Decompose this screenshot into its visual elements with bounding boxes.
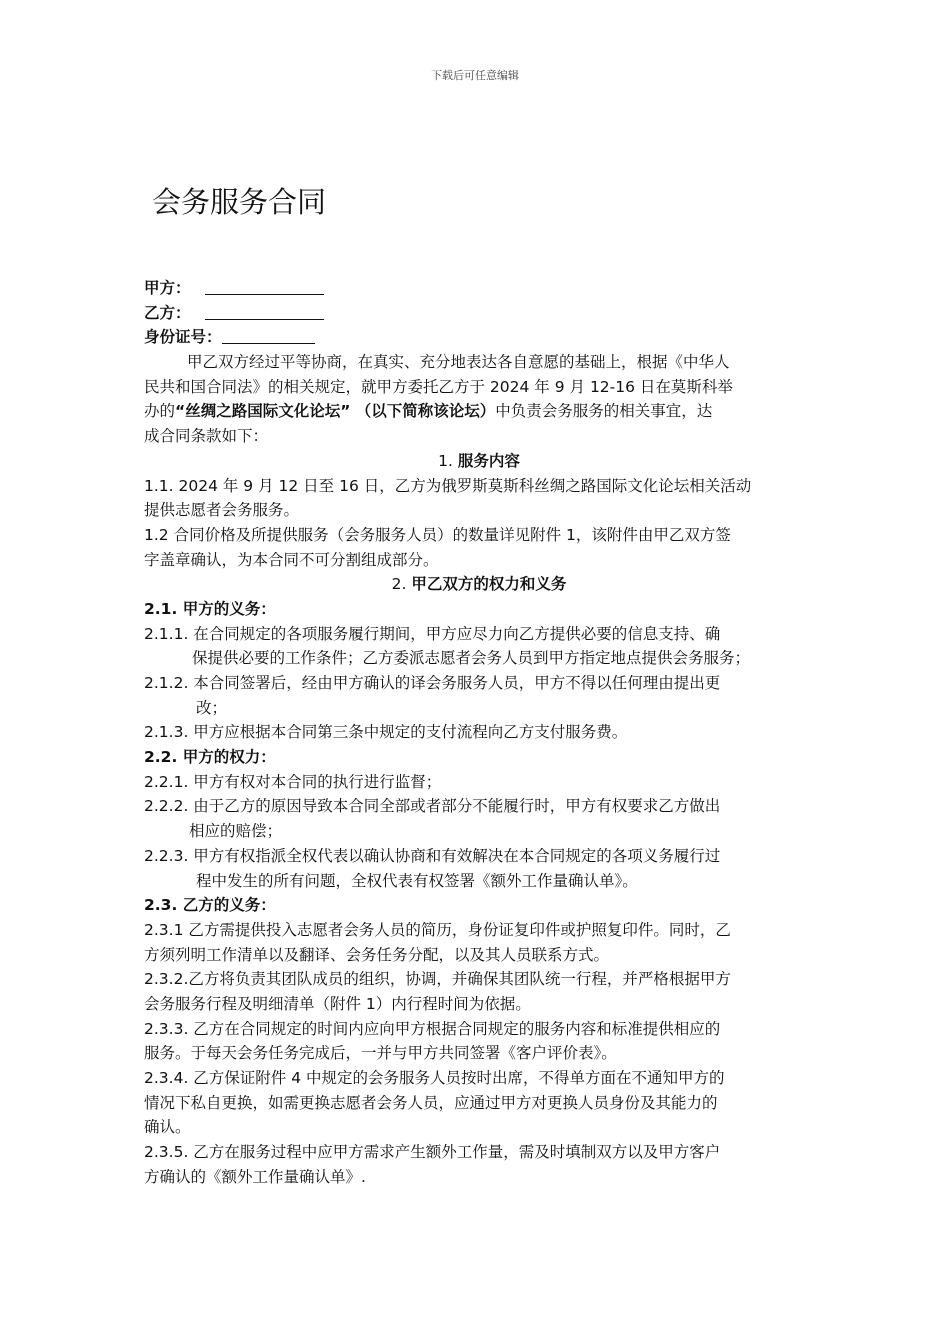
party-a-line [144, 276, 814, 301]
clause-line: 1.2 合同价格及所提供服务（会务服务人员）的数量详见附件 1，该附件由甲乙双方签 [144, 525, 731, 544]
clause-line: 会务服务行程及明细清单（附件 1）内行程时间为依据。 [144, 994, 531, 1013]
clause-line: 2.3.5. 乙方在服务过程中应甲方需求产生额外工作量，需及时填制双方以及甲方客户 [144, 1143, 721, 1162]
clause-line: 确认。 [144, 1118, 191, 1137]
clause-line: 2.2.3. 甲方有权指派全权代表以确认协商和有效解决在本合同规定的各项义务履行过 [144, 846, 721, 865]
clause-line: 提供志愿者会务服务。 [144, 501, 300, 520]
intro-line: 民共和国合同法》的相关规定，就甲方委托乙方于 2024 年 9 月 12-16 日在莫斯科举 [144, 377, 733, 396]
clause-line: 2.1.2. 本合同签署后，经由甲方确认的译会务服务人员，甲方不得以任何理由提出更 [144, 674, 721, 692]
clause-line: 2.2.2. 由于乙方的原因导致本合同全部或者部分不能履行时，甲方有权要求乙方做出 [144, 797, 721, 816]
forum-name: “丝绸之路国际文化论坛” （以下简称该论坛） [175, 402, 496, 421]
intro-line: 成合同条款如下： [144, 427, 269, 446]
clause-line: 2.3.2.乙方将负责其团队成员的组织，协调，并确保其团队统一行程，并严格根据甲方 [144, 970, 731, 989]
clause-line: 相应的赔偿； [189, 822, 283, 841]
id-blank [222, 327, 315, 344]
intro-text: 中负责会务服务的相关事宜，达 [495, 402, 713, 421]
party-b-line [144, 301, 814, 326]
clause-line: 程中发生的所有问题，全权代表有权签署《额外工作量确认单》。 [196, 871, 638, 890]
clause-line: 方须列明工作清单以及翻译、会务任务分配，以及其人员联系方式。 [144, 945, 610, 964]
intro-line [144, 399, 814, 424]
party-a-label: 甲方： [144, 279, 191, 297]
clause-line: 方确认的《额外工作量确认单》. [144, 1167, 366, 1186]
subsection-heading: 2.1. 甲方的义务： [144, 599, 276, 618]
id-label: 身份证号： [144, 328, 222, 347]
section-number: 2. [391, 575, 412, 594]
clause-line: 2.1.1. 在合同规定的各项服务履行期间，甲方应尽力向乙方提供必要的信息支持、确 [144, 624, 721, 643]
section-number: 1. [438, 451, 458, 470]
clause-line: 改； [196, 698, 228, 717]
document-body [144, 276, 814, 1189]
clause-line: 2.2.1. 甲方有权对本合同的执行进行监督； [144, 772, 442, 791]
subsection-title: . 甲方的权力： [171, 748, 276, 767]
clause-line: 服务。于每天会务任务完成后，一并与甲方共同签署《客户评价表》。 [144, 1044, 617, 1063]
clause-line: 2.3.3. 乙方在合同规定的时间内应向甲方根据合同规定的服务内容和标准提供相应的 [144, 1019, 721, 1038]
clause-line: 2.3.1 乙方需提供投入志愿者会务人员的简历，身份证复印件或护照复印件。同时，乙 [144, 920, 731, 939]
header-note: 下载后可任意编辑 [431, 69, 519, 82]
subsection-number: 2.2 [144, 748, 172, 767]
intro-text: 办的 [144, 402, 176, 421]
section-title: 服务内容 [457, 451, 520, 470]
section-heading [144, 572, 814, 597]
section-heading [144, 449, 814, 474]
clause-line: 情况下私自更换，如需更换志愿者会务人员，应通过甲方对更换人员身份及其能力的 [144, 1093, 718, 1112]
subsection-heading: 2.3. 乙方的义务： [144, 896, 276, 915]
subsection-heading [144, 745, 814, 770]
id-line [144, 325, 814, 350]
party-b-blank [205, 303, 324, 320]
intro-line: 甲乙双方经过平等协商，在真实、充分地表达各自意愿的基础上，根据《中华人 [187, 353, 730, 372]
clause-line: 字盖章确认，为本合同不可分割组成部分。 [144, 550, 439, 569]
clause-line: 2.3.4. 乙方保证附件 4 中规定的会务服务人员按时出席，不得单方面在不通知甲方的 [144, 1069, 725, 1087]
document-title: 会务服务合同 [152, 185, 327, 219]
clause-line: 1.1. 2024 年 9 月 12 日至 16 日，乙方为俄罗斯莫斯科丝绸之路国际文化论坛相关活动 [144, 476, 752, 495]
clause-line: 2.1.3. 甲方应根据本合同第三条中规定的支付流程向乙方支付服务费。 [144, 723, 628, 742]
section-title: 甲乙双方的权力和义务 [411, 575, 567, 594]
party-b-label: 乙方： [144, 303, 191, 322]
clause-line: 保提供必要的工作条件；乙方委派志愿者会务人员到甲方指定地点提供会务服务； [192, 649, 751, 668]
party-a-blank [205, 278, 324, 295]
